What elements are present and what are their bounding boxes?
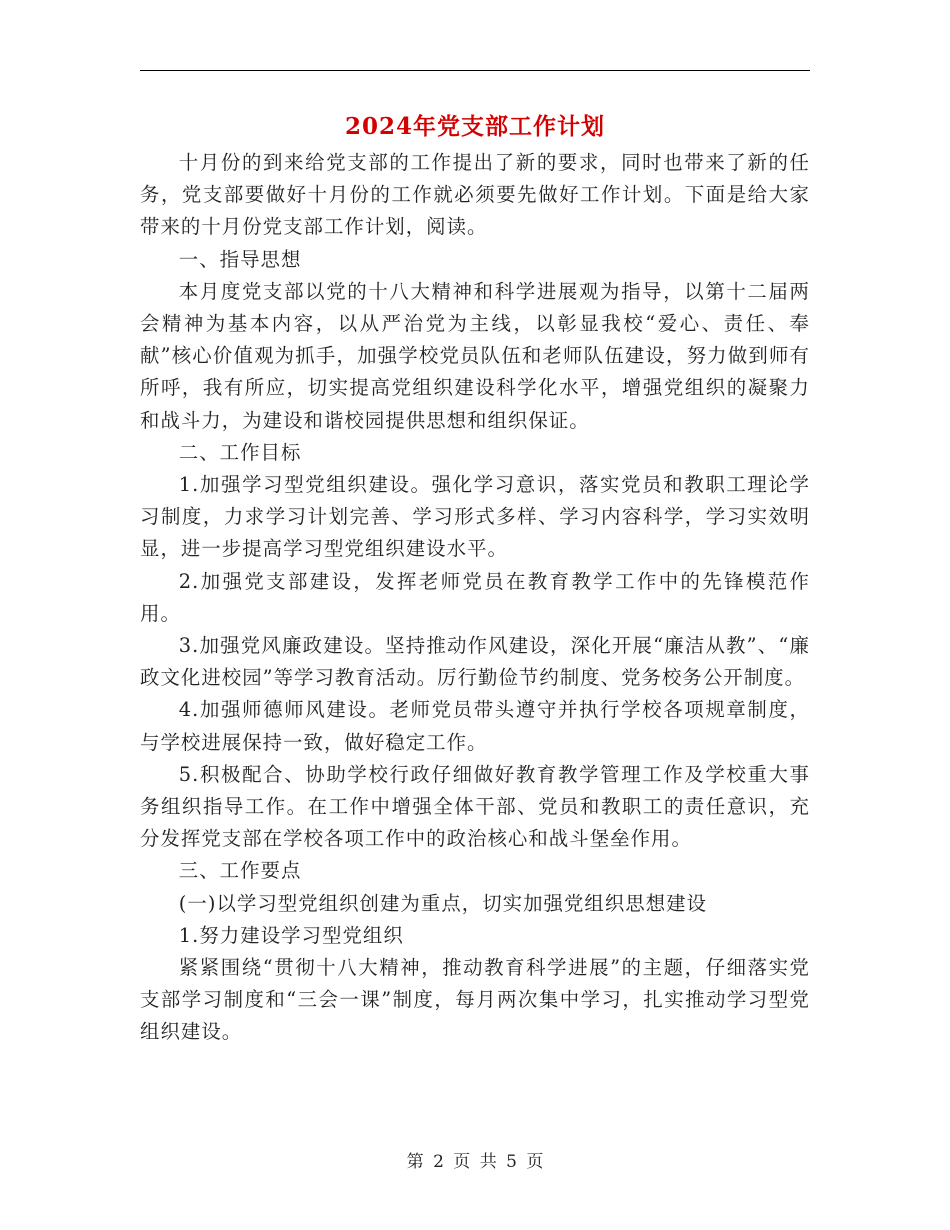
goal-item-4: 4.加强师德师风建设。老师党员带头遵守并执行学校各项规章制度，与学校进展保持一致，做好稳定工作。 [140,698,810,754]
subsection-heading-1: (一)以学习型党组织创建为重点，切实加强党组织思想建设 [178,891,708,915]
subsection-item-1: 1.努力建设学习型党组织 [178,923,404,947]
section-heading-work-goals: 二、工作目标 [178,440,302,464]
section-heading-work-points: 三、工作要点 [178,859,302,883]
page-number-footer: 第 2 页 共 5 页 [406,1152,544,1172]
goal-item-5: 5.积极配合、协助学校行政仔细做好教育教学管理工作及学校重大事务组织指导工作。在工作中增强全体干部、党员和教职工的责任意识，充分发挥党支部在学校各项工作中的政治核心和战斗堡垒作用。 [140,762,810,851]
guiding-ideology-paragraph: 本月度党支部以党的十八大精神和科学进展观为指导，以第十二届两会精神为基本内容，以从严治党为主线，以彰显我校“爱心、责任、奉献”核心价值观为抓手，加强学校党员队伍和老师队伍建设，努力做到师有所呼，我有所应，切实提高党组织建设科学化水平，增强党组织的凝聚力和战斗力，为建设和谐校园提供思想和组织保证。 [140,279,810,432]
subsection-item-1-paragraph: 紧紧围绕“贯彻十八大精神，推动教育科学进展”的主题，仔细落实党支部学习制度和“三会一课”制度，每月两次集中学习，扎实推动学习型党组织建设。 [140,956,810,1044]
intro-paragraph: 十月份的到来给党支部的工作提出了新的要求，同时也带来了新的任务，党支部要做好十月份的工作就必须要先做好工作计划。下面是给大家带来的十月份党支部工作计划，阅读。 [140,151,810,239]
document-title: 2024年党支部工作计划 [344,113,605,140]
goal-item-3: 3.加强党风廉政建设。坚持推动作风建设，深化开展“廉洁从教”、“廉政文化进校园”等学习教育活动。厉行勤俭节约制度、党务校务公开制度。 [140,634,810,690]
goal-item-1: 1.加强学习型党组织建设。强化学习意识，落实党员和教职工理论学习制度，力求学习计划完善、学习形式多样、学习内容科学，学习实效明显，进一步提高学习型党组织建设水平。 [140,473,810,561]
document-body [140,147,810,1049]
section-heading-guiding-ideology: 一、指导思想 [178,247,302,271]
header-rule [140,70,810,71]
goal-item-2: 2.加强党支部建设，发挥老师党员在教育教学工作中的先锋模范作用。 [140,569,810,625]
